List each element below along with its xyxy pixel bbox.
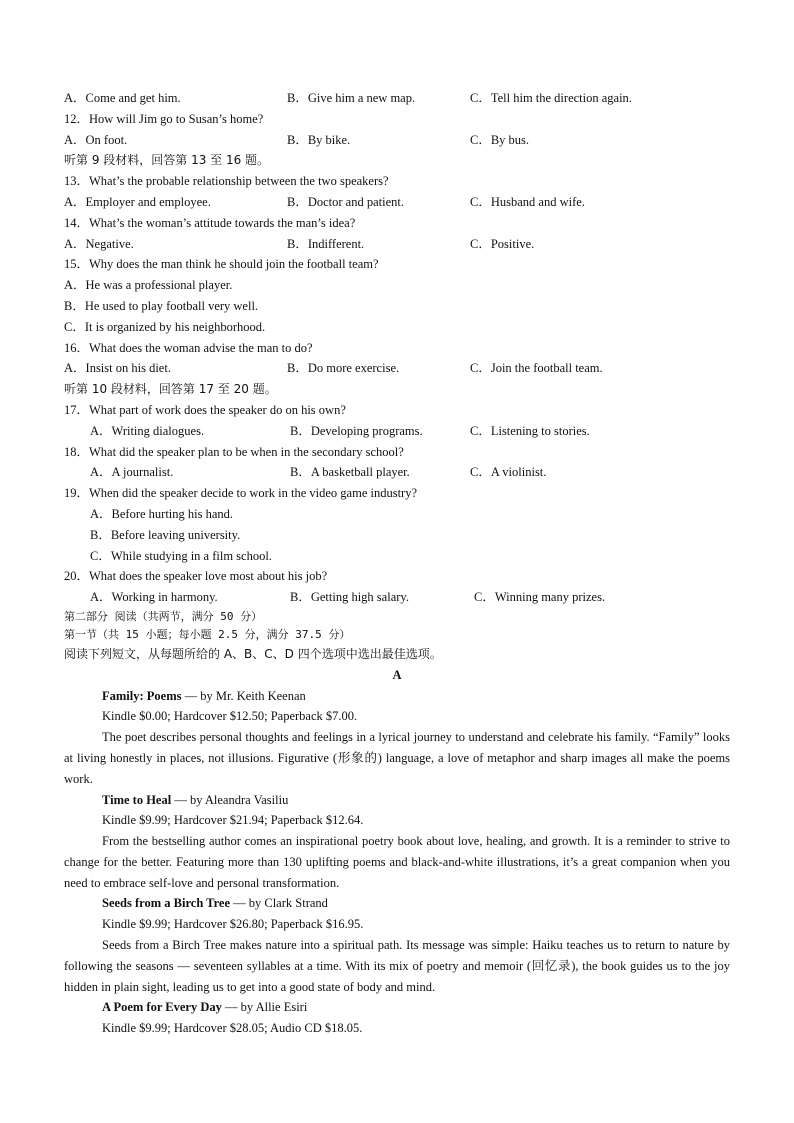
book-4-author: — by Allie Esiri bbox=[221, 1000, 308, 1015]
q16-options bbox=[64, 358, 730, 379]
q12-option-b: B．By bike. bbox=[287, 132, 351, 147]
q18-options bbox=[64, 462, 730, 483]
q15-option-a: A．He was a professional player. bbox=[64, 278, 233, 293]
q14-option-c: C．Positive. bbox=[470, 236, 535, 251]
q11-option-c: C．Tell him the direction again. bbox=[470, 91, 632, 105]
q13-option-a: A．Employer and employee. bbox=[64, 194, 211, 209]
reading-instruction: 阅读下列短文，从每题所给的 A、B、C、D 四个选项中选出最佳选项。 bbox=[64, 646, 442, 661]
q11-options bbox=[64, 88, 730, 109]
q12-question: 12．How will Jim go to Susan’s home? bbox=[64, 111, 264, 126]
section-9-instruction: 听第 9 段材料，回答第 13 至 16 题。 bbox=[64, 153, 270, 168]
q16-question: 16．What does the woman advise the man to do? bbox=[64, 340, 313, 355]
q16-option-b: B．Do more exercise. bbox=[287, 361, 400, 376]
q15-question: 15．Why does the man think he should join the football team? bbox=[64, 257, 379, 272]
book-4-heading bbox=[64, 997, 730, 1018]
book-4-price: Kindle $9.99; Hardcover $28.05; Audio CD $18.05. bbox=[102, 1021, 363, 1036]
q20-question: 20．What does the speaker love most about his job? bbox=[64, 569, 328, 584]
book-3-author: — by Clark Strand bbox=[230, 896, 328, 911]
book-2-price: Kindle $9.99; Hardcover $21.94; Paperback $12.64. bbox=[102, 813, 364, 828]
q14-option-a: A．Negative. bbox=[64, 236, 134, 251]
q20-option-b: B．Getting high salary. bbox=[290, 590, 409, 605]
q19-question: 19．When did the speaker decide to work in the video game industry? bbox=[64, 486, 418, 501]
q12-option-a: A．On foot. bbox=[64, 132, 128, 147]
book-1-title: Family: Poems bbox=[102, 688, 182, 703]
book-1-author: — by Mr. Keith Keenan bbox=[181, 688, 306, 703]
book-3-title: Seeds from a Birch Tree bbox=[102, 896, 230, 911]
q18-option-b: B．A basketball player. bbox=[290, 465, 410, 480]
q13-question: 13．What’s the probable relationship between the two speakers? bbox=[64, 174, 389, 189]
book-3-description: Seeds from a Birch Tree makes nature into a spiritual path. Its message was simple: Haiku teaches us to return to nature by following the seasons — seventeen syllables at a time. With its mix of poetry and memoir (回忆录), the book guides us to the joy hidden in plain sight, leading us to get into a good state of body and mind. bbox=[64, 938, 730, 994]
q20-option-c: C．Winning many prizes. bbox=[474, 590, 606, 605]
q16-option-c: C．Join the football team. bbox=[470, 361, 603, 376]
part-2-heading: 第二部分 阅读（共两节，满分 50 分） bbox=[64, 609, 263, 623]
q17-question: 17．What part of work does the speaker do on his own? bbox=[64, 402, 346, 417]
q16-option-a: A．Insist on his diet. bbox=[64, 361, 171, 376]
q17-option-c: C．Listening to stories. bbox=[470, 423, 590, 438]
book-1-description: The poet describes personal thoughts and feelings in a lyrical journey to understand and celebrate his family. “Family” looks at living honestly in places, not illusions. Figurative (形象的) language, a love of metaphor and sharp images all make the poems work. bbox=[64, 730, 730, 786]
q17-options bbox=[64, 421, 730, 442]
book-3-heading bbox=[64, 893, 730, 914]
q11-option-b: B．Give him a new map. bbox=[287, 91, 416, 105]
q11-option-a: A．Come and get him. bbox=[64, 91, 181, 105]
book-2-title: Time to Heal bbox=[102, 792, 172, 807]
book-4-title: A Poem for Every Day bbox=[102, 1000, 222, 1015]
passage-label: A bbox=[392, 667, 402, 682]
q20-option-a: A．Working in harmony. bbox=[90, 590, 218, 605]
q12-options bbox=[64, 130, 730, 151]
q15-option-b: B．He used to play football very well. bbox=[64, 298, 259, 313]
q19-option-a: A．Before hurting his hand. bbox=[90, 506, 234, 521]
q13-option-c: C．Husband and wife. bbox=[470, 194, 585, 209]
section-10-instruction: 听第 10 段材料，回答第 17 至 20 题。 bbox=[64, 382, 277, 397]
q13-option-b: B．Doctor and patient. bbox=[287, 194, 404, 209]
q18-option-a: A．A journalist. bbox=[90, 465, 174, 480]
q14-question: 14．What’s the woman’s attitude towards the man’s idea? bbox=[64, 215, 356, 230]
book-1-price: Kindle $0.00; Hardcover $12.50; Paperback $7.00. bbox=[102, 709, 358, 724]
book-3-price: Kindle $9.99; Hardcover $26.80; Paperback $16.95. bbox=[102, 917, 364, 932]
q20-options bbox=[64, 587, 730, 608]
q18-question: 18．What did the speaker plan to be when in the secondary school? bbox=[64, 444, 404, 459]
q15-option-c: C．It is organized by his neighborhood. bbox=[64, 319, 266, 334]
part-2-section-1-heading: 第一节（共 15 小题；每小题 2.5 分，满分 37.5 分） bbox=[64, 627, 351, 641]
q13-options bbox=[64, 192, 730, 213]
book-1-heading bbox=[64, 686, 730, 707]
q14-option-b: B．Indifferent. bbox=[287, 236, 365, 251]
book-2-description: From the bestselling author comes an inspirational poetry book about love, healing, and growth. It is a reminder to strive to change for the better. Featuring more than 130 uplifting poems and black-and-white illustrations, it’s a great companion when you need to embrace self-love and personal transformation. bbox=[64, 834, 730, 890]
book-2-author: — by Aleandra Vasiliu bbox=[171, 792, 289, 807]
book-2-heading bbox=[64, 790, 730, 811]
q18-option-c: C．A violinist. bbox=[470, 465, 547, 480]
q19-option-c: C．While studying in a film school. bbox=[90, 548, 272, 563]
q17-option-a: A．Writing dialogues. bbox=[90, 423, 205, 438]
exam-page bbox=[64, 88, 730, 1039]
q14-options bbox=[64, 234, 730, 255]
q17-option-b: B．Developing programs. bbox=[290, 423, 423, 438]
q12-option-c: C．By bus. bbox=[470, 132, 530, 147]
q19-option-b: B．Before leaving university. bbox=[90, 527, 241, 542]
